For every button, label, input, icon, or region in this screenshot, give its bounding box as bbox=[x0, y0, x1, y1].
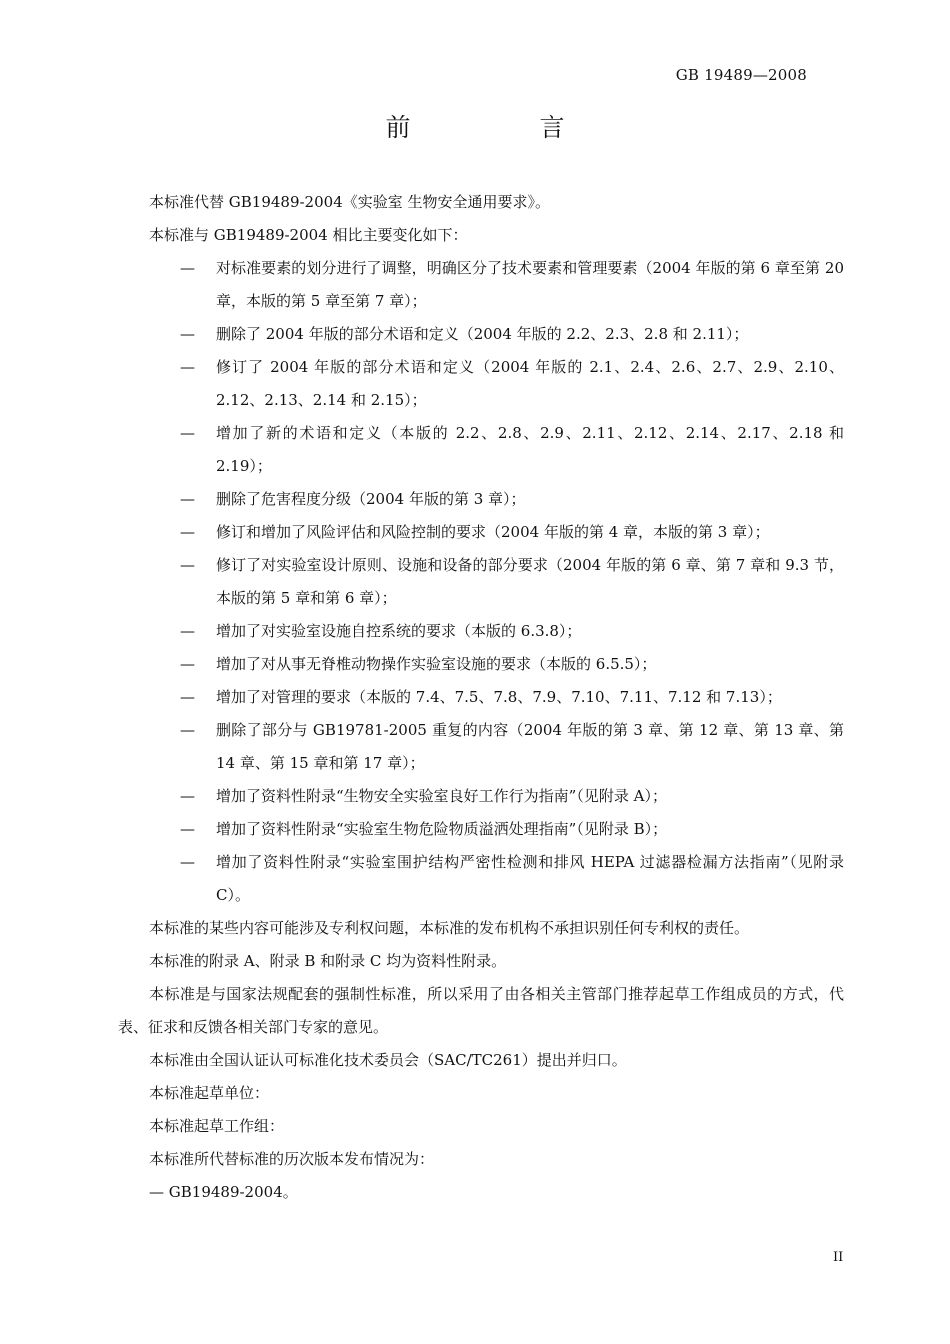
history-item: — GB19489-2004。 bbox=[149, 1183, 298, 1201]
list-item-text: 修订了 2004 年版的部分术语和定义（2004 年版的 2.1、2.4、2.6、2.7、2.9、2.10、2.12、2.13、2.14 和 2.15）； bbox=[216, 358, 844, 409]
list-marker: — bbox=[180, 820, 195, 838]
body-paragraph: 本标准的附录 A、附录 B 和附录 C 均为资料性附录。 bbox=[149, 952, 507, 970]
list-marker: — bbox=[180, 721, 195, 739]
list-item-text: 增加了对从事无脊椎动物操作实验室设施的要求（本版的 6.5.5）； bbox=[216, 655, 657, 673]
page-title: 前 言 bbox=[385, 113, 617, 142]
list-item bbox=[118, 483, 844, 516]
list-marker: — bbox=[180, 688, 195, 706]
list-item bbox=[118, 417, 844, 483]
list-item-text: 修订和增加了风险评估和风险控制的要求（2004 年版的第 4 章，本版的第 3 章）； bbox=[216, 523, 770, 541]
list-item bbox=[118, 615, 844, 648]
list-item-text: 增加了资料性附录“生物安全实验室良好工作行为指南”（见附录 A）； bbox=[216, 787, 667, 805]
list-marker: — bbox=[180, 424, 195, 442]
list-marker: — bbox=[180, 523, 195, 541]
list-item-text: 增加了对实验室设施自控系统的要求（本版的 6.3.8）； bbox=[216, 622, 582, 640]
body-paragraph: 本标准由全国认证认可标准化技术委员会（SAC/TC261）提出并归口。 bbox=[149, 1051, 627, 1069]
list-marker: — bbox=[180, 325, 195, 343]
list-item bbox=[118, 252, 844, 318]
list-item-text: 增加了资料性附录“实验室生物危险物质溢洒处理指南”（见附录 B）； bbox=[216, 820, 668, 838]
list-item-text: 修订了对实验室设计原则、设施和设备的部分要求（2004 年版的第 6 章、第 7 章和 9.3 节，本版的第 5 章和第 6 章）； bbox=[216, 556, 844, 607]
document-number: GB 19489—2008 bbox=[675, 66, 807, 84]
list-item bbox=[118, 549, 844, 615]
list-marker: — bbox=[180, 622, 195, 640]
list-item-text: 增加了对管理的要求（本版的 7.4、7.5、7.8、7.9、7.10、7.11、7.12 和 7.13）； bbox=[216, 688, 782, 706]
list-item-text: 对标准要素的划分进行了调整，明确区分了技术要素和管理要素（2004 年版的第 6 章至第 20 章，本版的第 5 章至第 7 章）； bbox=[216, 259, 844, 310]
list-item-text: 删除了部分与 GB19781-2005 重复的内容（2004 年版的第 3 章、第 12 章、第 13 章、第 14 章、第 15 章和第 17 章）； bbox=[216, 721, 844, 772]
intro-paragraph: 本标准代替 GB19489-2004《实验室 生物安全通用要求》。 bbox=[149, 193, 551, 211]
document-body bbox=[118, 186, 844, 1209]
list-marker: — bbox=[180, 259, 195, 277]
list-item bbox=[118, 648, 844, 681]
list-item bbox=[118, 846, 844, 912]
list-marker: — bbox=[180, 556, 195, 574]
list-item-text: 删除了危害程度分级（2004 年版的第 3 章）； bbox=[216, 490, 526, 508]
list-item bbox=[118, 813, 844, 846]
list-marker: — bbox=[180, 490, 195, 508]
body-paragraph: 本标准起草工作组： bbox=[149, 1117, 285, 1135]
changes-list bbox=[118, 252, 844, 912]
list-item bbox=[118, 516, 844, 549]
list-marker: — bbox=[180, 358, 195, 376]
list-item bbox=[118, 681, 844, 714]
list-marker: — bbox=[180, 655, 195, 673]
body-paragraph: 本标准起草单位： bbox=[149, 1084, 270, 1102]
list-item-text: 删除了 2004 年版的部分术语和定义（2004 年版的 2.2、2.3、2.8 和 2.11）； bbox=[216, 325, 749, 343]
list-item bbox=[118, 318, 844, 351]
list-marker: — bbox=[180, 853, 195, 871]
list-item bbox=[118, 351, 844, 417]
body-paragraph: 本标准所代替标准的历次版本发布情况为： bbox=[149, 1150, 435, 1168]
list-item-text: 增加了新的术语和定义（本版的 2.2、2.8、2.9、2.11、2.12、2.14、2.17、2.18 和 2.19）； bbox=[216, 424, 844, 475]
list-marker: — bbox=[180, 787, 195, 805]
page-number: II bbox=[833, 1250, 844, 1265]
list-item-text: 增加了资料性附录“实验室围护结构严密性检测和排风 HEPA 过滤器检漏方法指南”（见附录 C）。 bbox=[216, 853, 844, 904]
intro-paragraph: 本标准与 GB19489-2004 相比主要变化如下： bbox=[149, 226, 468, 244]
list-item bbox=[118, 780, 844, 813]
body-paragraph: 本标准的某些内容可能涉及专利权问题，本标准的发布机构不承担识别任何专利权的责任。 bbox=[149, 919, 750, 937]
list-item bbox=[118, 714, 844, 780]
body-paragraph: 本标准是与国家法规配套的强制性标准，所以采用了由各相关主管部门推荐起草工作组成员的方式，代表、征求和反馈各相关部门专家的意见。 bbox=[118, 985, 844, 1036]
